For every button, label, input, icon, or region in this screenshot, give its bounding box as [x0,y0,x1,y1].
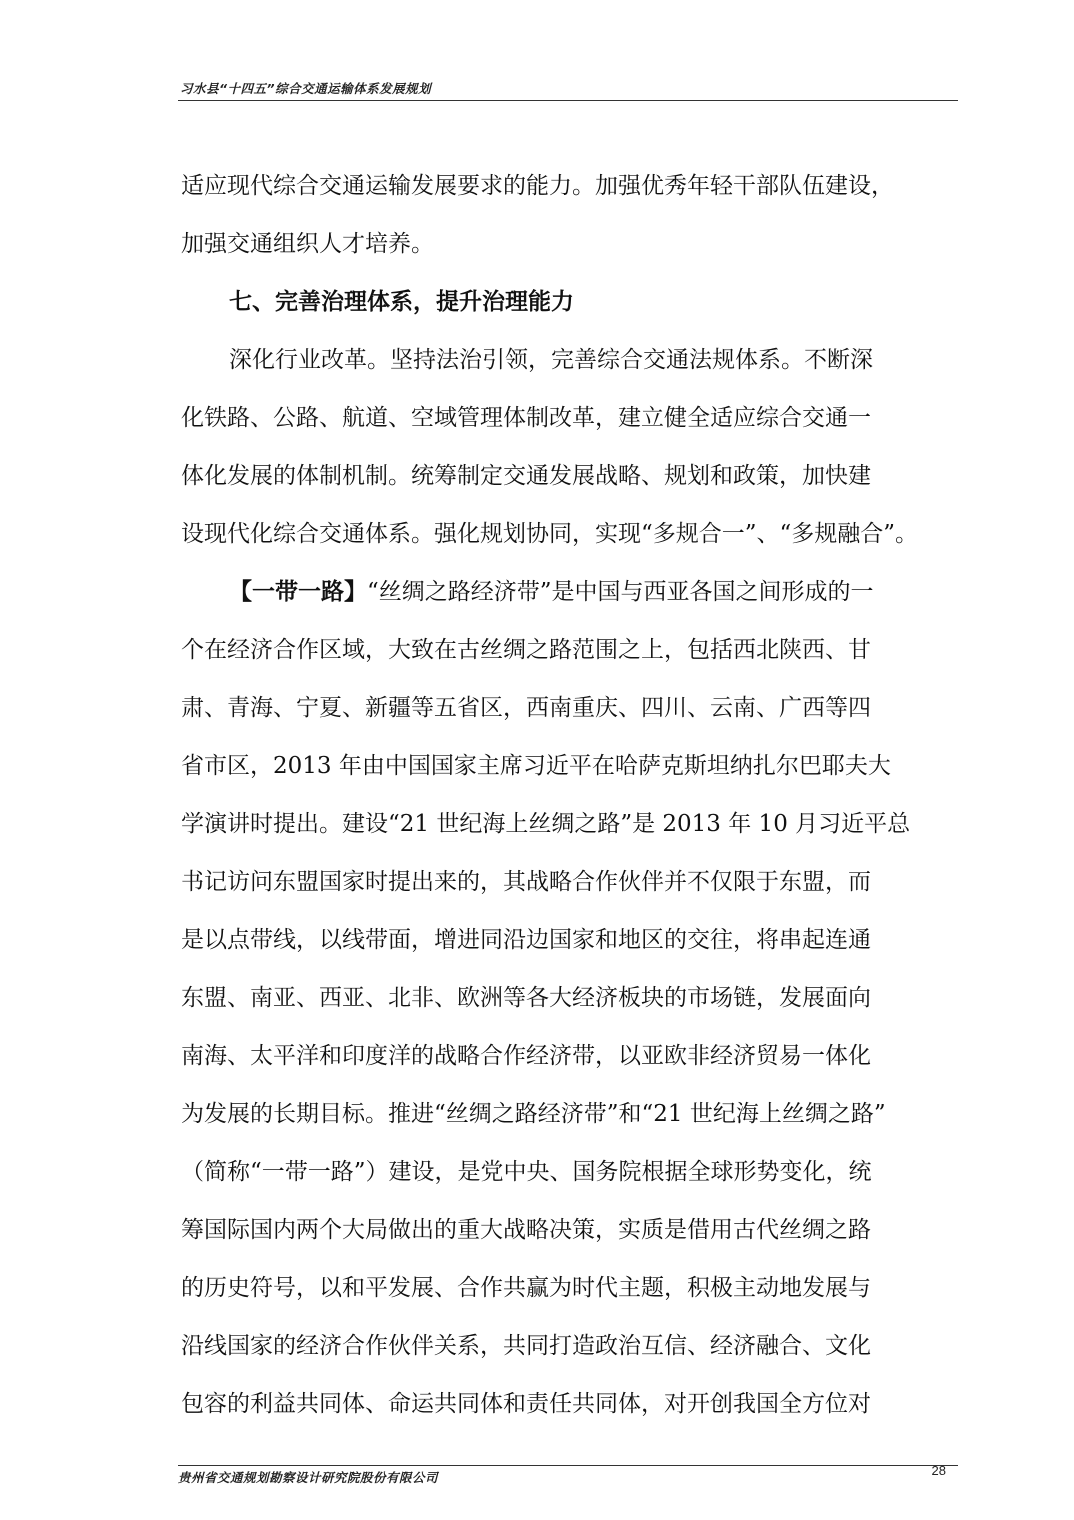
section-heading: 七、完善治理体系，提升治理能力 [229,289,574,315]
header-title: 习水县“十四五”综合交通运输体系发展规划 [180,81,432,96]
body-line: 沿线国家的经济合作伙伴关系，共同打造政治互信、经济融合、文化 [181,1333,871,1359]
page-number: 28 [931,1463,946,1478]
body-line: 体化发展的体制机制。统筹制定交通发展战略、规划和政策，加快建 [181,463,871,489]
body-line: 书记访问东盟国家时提出来的，其战略合作伙伴并不仅限于东盟，而 [181,869,871,895]
body-line: 南海、太平洋和印度洋的战略合作经济带，以亚欧非经济贸易一体化 [181,1043,871,1069]
body-line [181,563,962,621]
body-line: 化铁路、公路、航道、空域管理体制改革，建立健全适应综合交通一 [181,405,871,431]
footer-organization: 贵州省交通规划勘察设计研究院股份有限公司 [178,1470,439,1485]
body-line: 东盟、南亚、西亚、北非、欧洲等各大经济板块的市场链，发展面向 [181,985,871,1011]
body-line: 的历史符号，以和平发展、合作共赢为时代主题，积极主动地发展与 [181,1275,871,1301]
body-line-text: “丝绸之路经济带”是中国与西亚各国之间形成的一 [367,579,874,605]
body-line: 肃、青海、宁夏、新疆等五省区，西南重庆、四川、云南、广西等四 [181,695,871,721]
body-line: 适应现代综合交通运输发展要求的能力。加强优秀年轻干部队伍建设， [181,173,894,199]
body-line: 是以点带线，以线带面，增进同沿边国家和地区的交往，将串起连通 [181,927,871,953]
document-body [181,157,962,1433]
body-line: 深化行业改革。坚持法治引领，完善综合交通法规体系。不断深 [229,347,873,373]
body-line: 省市区，2013 年由中国国家主席习近平在哈萨克斯坦纳扎尔巴耶夫大 [181,753,891,779]
footer-divider [178,1465,958,1466]
body-line: 个在经济合作区域，大致在古丝绸之路范围之上，包括西北陕西、甘 [181,637,871,663]
body-line: 加强交通组织人才培养。 [181,231,434,257]
body-line: 筹国际国内两个大局做出的重大战略决策，实质是借用古代丝绸之路 [181,1217,871,1243]
body-line: 设现代化综合交通体系。强化规划协同，实现“多规合一”、“多规融合”。 [181,521,919,547]
body-line: （简称“一带一路”）建设，是党中央、国务院根据全球形势变化，统 [181,1159,872,1185]
term-label: 【一带一路】 [229,579,367,605]
body-line: 包容的利益共同体、命运共同体和责任共同体，对开创我国全方位对 [181,1391,871,1417]
body-line: 学演讲时提出。建设“21 世纪海上丝绸之路”是 2013 年 10 月习近平总 [181,811,911,837]
header-divider [178,100,958,101]
body-line: 为发展的长期目标。推进“丝绸之路经济带”和“21 世纪海上丝绸之路” [181,1101,886,1127]
